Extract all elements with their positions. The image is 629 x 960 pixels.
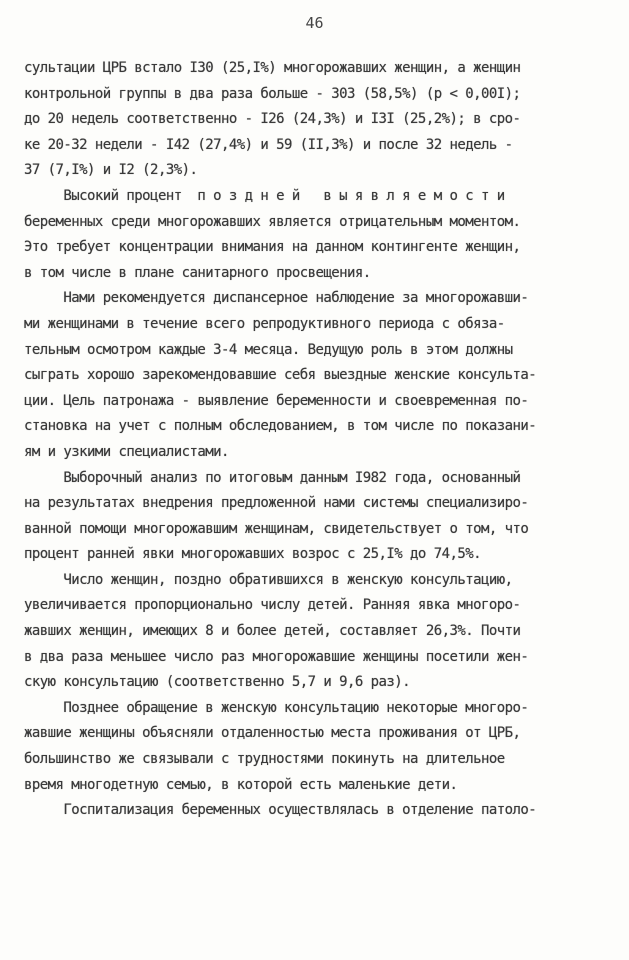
paragraph-start-line: Госпитализация беременных осуществлялась в отделение патоло- [24,802,537,819]
text-line: контрольной группы в два раза больше - 303 (58,5%) (p < 0,00I); [24,85,521,102]
text-line: тельным осмотром каждые 3-4 месяца. Ведущую роль в этом должны [24,341,513,358]
paragraph-start-line: Выборочный анализ по итоговым данным I982 года, основанный [24,469,521,486]
text-line: Это требует концентрации внимания на данном контингенте женщин, [24,239,521,256]
body-text [24,56,609,824]
text-line: жавшие женщины объясняли отдаленностью места проживания от ЦРБ, [24,725,521,742]
text-line: сыграть хорошо зарекомендовавшие себя выездные женские консульта- [24,367,537,384]
paragraph-start-line: Высокий процент п о з д н е й в ы я в л я е м о с т и [24,187,505,204]
text-line: скую консультацию (соответственно 5,7 и 9,6 раз). [24,674,411,691]
paragraph-start-line: Позднее обращение в женскую консультацию некоторые многоро- [24,699,529,716]
text-line: большинство же связывали с трудностями покинуть на длительное [24,751,505,768]
text-line: становка на учет с полным обследованием, в том числе по показани- [24,418,537,435]
paragraph-start-line: Нами рекомендуется диспансерное наблюдение за многорожавши- [24,290,529,307]
text-line: увеличивается пропорционально числу детей. Ранняя явка многоро- [24,597,521,614]
text-line: в два раза меньшее число раз многорожавшие женщины посетили жен- [24,648,529,665]
text-line: ям и узкими специалистами. [24,443,229,460]
text-line: процент ранней явки многорожавших возрос с 25,I% до 74,5%. [24,546,481,563]
paragraph-start-line: Число женщин, поздно обратившихся в женскую консультацию, [24,571,513,588]
text-line: время многодетную семью, в которой есть маленькие дети. [24,776,458,793]
text-line: на результатах внедрения предложенной нами системы специализиро- [24,495,529,512]
page-number: 46 [305,14,324,32]
text-line: ванной помощи многорожавшим женщинам, свидетельствует о том, что [24,520,529,537]
text-line: ке 20-32 недели - I42 (27,4%) и 59 (II,3%) и после 32 недель - [24,136,513,153]
text-line: ции. Цель патронажа - выявление беременности и своевременная по- [24,392,529,409]
text-line: 37 (7,I%) и I2 (2,3%). [24,162,198,179]
text-line: в том числе в плане санитарного просвещения. [24,264,371,281]
text-line: сультации ЦРБ встало I30 (25,I%) многорожавших женщин, а женщин [24,60,521,76]
text-line: до 20 недель соответственно - I26 (24,3%) и I3I (25,2%); в сро- [24,111,521,128]
text-line: беременных среди многорожавших является отрицательным моментом. [24,213,521,230]
text-line: жавших женщин, имеющих 8 и более детей, составляет 26,3%. Почти [24,623,521,640]
text-line: ми женщинами в течение всего репродуктивного периода с обяза- [24,315,505,332]
